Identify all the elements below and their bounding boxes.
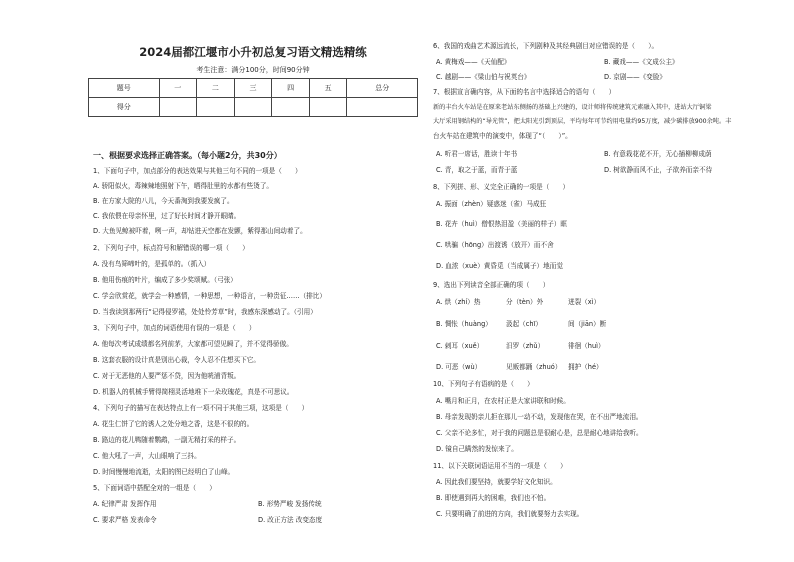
option-line: B. 这套衣服的设计真是别出心裁，令人忍不住想买下它。 xyxy=(93,356,260,364)
option-line: A. 听君一席话，胜读十年书 xyxy=(436,150,518,158)
document-title: 2024届都江堰市小升初总复习语文精选精练 xyxy=(139,45,367,59)
score-header-cell: 四 xyxy=(272,79,310,98)
option-line: B. 母亲发现奶亲儿拒在那儿一动不动，发现他在哭，在不出严地流泪。 xyxy=(436,413,643,421)
passage-line: 台火车站在建筑中的演变中，体现了“（ ）”。 xyxy=(433,132,572,140)
score-cell xyxy=(347,98,418,117)
option-line: A. 没有鸟筛啼叶的，是孤单的。（抓入） xyxy=(93,260,211,268)
score-value-row xyxy=(89,98,418,117)
option-line: D. 树欲静而风不止，子欲养而亲不待 xyxy=(604,166,713,174)
question-line: 9、选出下列读音全部正确的项（ ） xyxy=(433,281,550,289)
question-line: 8、下列拼、形、义完全正确的一项是（ ） xyxy=(433,183,570,191)
question-line: 10、下列句子有语病的是（ ） xyxy=(433,380,534,388)
option-line: C. 父亲不论多忙，对于我的问题总是很耐心是，总是耐心地讲给我听。 xyxy=(436,429,643,437)
option-line: C. 越剧——《梁山伯与祝英台》 xyxy=(436,73,531,81)
option-line: D. 时间慢慢地流逝，太阳的图已经明白了山峰。 xyxy=(93,468,235,476)
option-line: D. 当我读到那两行“记得侵罗裙，处处怜芳草”时，我感东深感动了。（引用） xyxy=(93,308,317,316)
score-cell xyxy=(234,98,272,117)
score-cell xyxy=(159,98,197,117)
option-line: 徘徊（huì） xyxy=(568,342,605,350)
question-line: 7、根据宣言确内容，从下面的名言中选择适合的语句（ ） xyxy=(433,88,616,96)
option-line: B. 有意栽花花不开，无心插柳柳成荫 xyxy=(604,150,712,158)
option-line: 汨罗（zhǔ） xyxy=(506,342,545,350)
score-cell xyxy=(272,98,310,117)
option-line: B. 路边的花儿鸭随着鹦鹉，一副无精打采的样子。 xyxy=(93,436,241,444)
option-line: B. 他用伤痕的叶片，编成了多少奖颂赋。（弓张） xyxy=(93,276,237,284)
option-line: C. 哄骗（hōng）出渡诱（放开）而不舍 xyxy=(436,241,554,249)
option-line: C. 要求严格 发表命令 xyxy=(93,516,157,524)
option-line: B. 在方家大院的八儿，今天番淘到我要发疯了。 xyxy=(93,197,234,205)
option-line: B. 形势严峻 发扬传统 xyxy=(258,500,322,508)
question-line: 4、下列句子的描写在表达特点上有一项不同于其他三项，这项是（ ） xyxy=(93,404,309,412)
option-line: D. 机器人的机械手臂得简栩灵活地堆下一朵玫瑰花，真是不可思议。 xyxy=(93,388,294,396)
score-header-cell: 一 xyxy=(159,79,197,98)
option-line: A. 骄阳似火，毒辣辣地照射下午，晒得肚里的水都有些烫了。 xyxy=(93,182,274,190)
score-cell xyxy=(309,98,347,117)
option-line: B. 花卉（huì）僧恨热泪盈（美丽的样子）眶 xyxy=(436,220,567,228)
option-line: D. 京剧——《变脸》 xyxy=(604,73,667,81)
option-line: C. 青，取之于蓝，而青于蓝 xyxy=(436,166,518,174)
option-line: A. 嘴月和正月，在农村正是大家讲联和时候。 xyxy=(436,397,570,405)
question-line: 2、下列句子中，标点符号和解错误的哪一项（ ） xyxy=(93,244,249,252)
option-line: C. 我依偎在母亲怀里，过了好长时间才静开眼睛。 xyxy=(93,212,241,220)
option-line: A. 因此我们要坚持，就要学好文化知识。 xyxy=(436,478,557,486)
option-line: B. 藏戏——《文成公主》 xyxy=(604,58,679,66)
option-line: D. 可恶（wù） xyxy=(436,363,482,371)
option-line: D. 血浓（xuè）黄昏觅（当成属子）地而觉 xyxy=(436,262,563,270)
option-line: 汲起（chī） xyxy=(506,320,543,328)
section-heading: 一、根据要求选择正确答案。（每小题2分，共30分） xyxy=(93,151,282,160)
option-line: D. 大鱼见鲸被吓着，咧一声，却钻进天空都在发颤，紫得那山间动着了。 xyxy=(93,227,307,235)
option-line: 拥护（hé） xyxy=(568,363,603,371)
score-header-cell: 五 xyxy=(309,79,347,98)
option-line: C. 刺耳（xuě） xyxy=(436,342,484,350)
option-line: 间（jiān）断 xyxy=(568,320,607,328)
option-line: B. 惆怅（huàng） xyxy=(436,320,492,328)
option-line: 分（tèn）外 xyxy=(506,298,544,306)
passage-line: 新的丰台火车站是在原来老站东侧扬的基础上兴建的，设计师将传统建筑元素融入其中，进站大厅铜梁 xyxy=(433,104,712,111)
option-line: C. 他大吼了一声，大山眼响了三抖。 xyxy=(93,452,201,460)
option-line: A. 黄梅戏——《天仙配》 xyxy=(436,58,511,66)
option-line: D. 改正方法 改变态度 xyxy=(258,516,323,524)
option-line: 见贩都踊（zhuó） xyxy=(506,363,562,371)
option-line: D. 镜自己瞒然的发惊来了。 xyxy=(436,445,518,453)
option-line: A. 振面（zhèn）疑惑迷（雀）马成狂 xyxy=(436,200,547,208)
option-line: A. 花生仁饼了它的诱人之处分地之香，这是不很的的。 xyxy=(93,420,254,428)
score-header-cell: 三 xyxy=(234,79,272,98)
option-line: C. 学会欣赏花，就学会一种感情，一种思想，一种语言，一种贵征……（排比） xyxy=(93,292,326,300)
score-cell xyxy=(197,98,235,117)
exam-note: 考生注意：满分100分，时间90分钟 xyxy=(196,66,310,74)
score-table xyxy=(88,78,418,117)
option-line: A. 他每次考试成绩都名列前茅，大家都可望见瞬了，并不觉得骄傲。 xyxy=(93,340,293,348)
question-line: 6、我国的戏曲艺术源远流长，下列剧种及其经典剧目对应错误的是（ ）。 xyxy=(433,42,659,50)
option-line: 迸裂（xì） xyxy=(568,298,601,306)
score-row-label: 得分 xyxy=(89,98,160,117)
option-line: C. 只要明确了前进的方向，我们就要努力去实现。 xyxy=(436,510,584,518)
question-line: 5、下面词语中搭配全对的一组是（ ） xyxy=(93,484,216,492)
score-header-cell: 总分 xyxy=(347,79,418,98)
option-line: C. 对于无恶他的人要严惩不贷，因为他咣浦背叛。 xyxy=(93,372,241,380)
score-header-row xyxy=(89,79,418,98)
passage-line: 大厅采用钢结构的“导光管”，把太阳光引到顶层，平均每年可节约用电量约95万度，减少碳排放900余吨。丰 xyxy=(433,118,732,125)
score-header-cell: 题号 xyxy=(89,79,160,98)
option-line: A. 纪律严肃 发挥作用 xyxy=(93,500,157,508)
option-line: B. 即使遇到再大的困难，我们也不怕。 xyxy=(436,494,551,502)
option-line: A. 烘（zhí）热 xyxy=(436,298,481,306)
question-line: 11、以下关联词语运用不当的一项是（ ） xyxy=(433,462,567,470)
question-line: 3、下列句子中，加点的词语使用有误的一项是（ ） xyxy=(93,324,256,332)
score-header-cell: 二 xyxy=(197,79,235,98)
question-line: 1、下面句子中，加点部分的表达效果与其他三句不同的一项是（ ） xyxy=(93,167,302,175)
